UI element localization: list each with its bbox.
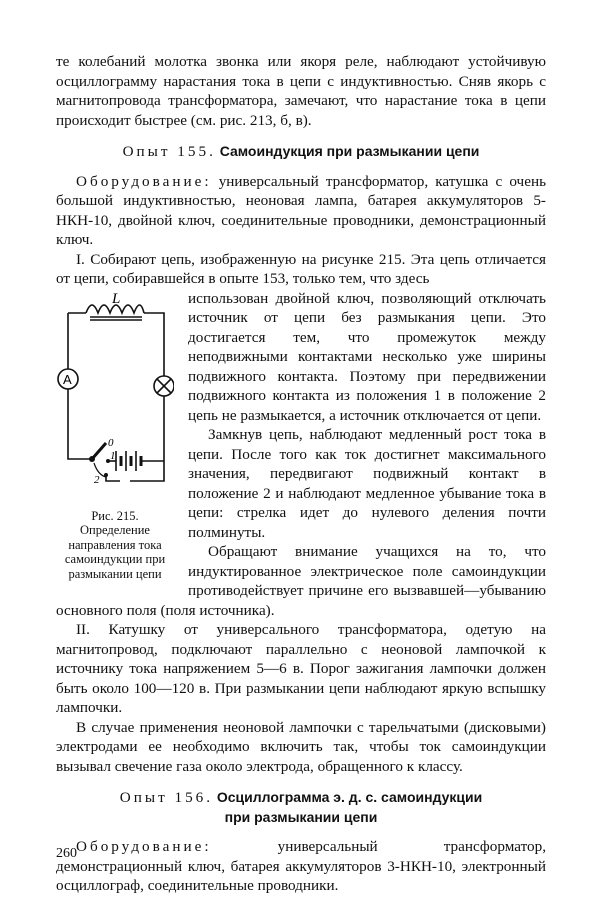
exp155-label: Опыт 155. <box>122 143 216 160</box>
exp155-part1-lead: I. Собирают цепь, изображенную на рисунке 215. Эта цепь отличается от цепи, собиравшейся в опыте 153, только тем, что здесь <box>56 250 546 287</box>
switch-lever-icon <box>92 443 106 459</box>
figure-215 <box>56 293 174 582</box>
exp155-heading <box>56 142 546 162</box>
exp155-part2: II. Катушку от универсального трансформатора, одетую на магнитопровод, подключают параллельно с неоновой лампочкой к источнику тока напряжением 5—6 в. Порог зажигания лампочки должен быть около 100—120 в. При размыкании цепи наблюдают яркую вспышку лампочки. <box>56 621 546 716</box>
exp155-para2: Замкнув цепь, наблюдают медленный рост тока в цепи. После того как ток достигнет максимального значения, передвигают подвижный контакт в положение 2 и наблюдают медленное убывание тока в цепи: стрелка идет до нулевого деления почти полминуты. <box>188 426 546 541</box>
exp156-heading <box>56 788 546 827</box>
label-1: 1 <box>110 449 116 462</box>
exp156-equipment-text: универсальный трансформатор, демонстрационный ключ, батарея аккумуляторов 3-НКН-10, электронный осциллограф, соединительные проводники. <box>56 838 546 894</box>
exp156-label: Опыт 156. <box>119 789 214 806</box>
exp155-equipment-text: универсальный трансформатор, катушка с очень большой индуктивностью, неоновая лампа, батарея аккумуляторов 5-НКН-10, двойной ключ, соединительные проводники, демонстрационный ключ. <box>56 172 546 248</box>
battery-icon <box>116 451 164 471</box>
exp155-title: Самоиндукция при размыкании цепи <box>219 143 480 159</box>
page-body <box>56 52 546 896</box>
exp156-equipment-label: Оборудование: <box>76 838 212 855</box>
exp155-para3: Обращают внимание учащихся на то, что индуктированное электрическое поле самоиндукции противодействует причине его вызвавшей—убыванию основного поля (поля источника). <box>56 543 546 619</box>
exp156-equipment <box>56 837 546 896</box>
label-L: L <box>112 292 121 307</box>
intro-paragraph: те колебаний молотка звонка или якоря реле, наблюдают устойчивую осциллограмму нарастания тока в цепи с индуктивностью. Сняв якорь с магнитопровода трансформатора, замечают, что нарастание тока в цепи происходит быстрее (см. рис. 213, б, в). <box>56 53 546 129</box>
circuit-diagram <box>56 293 174 503</box>
figure-text-block <box>56 289 546 718</box>
label-2: 2 <box>94 473 100 486</box>
exp155-para4: В случае применения неоновой лампочки с тарельчатыми (дисковыми) электродами ее необходимо включить так, чтобы ток самоиндукции вызывал свечение газа около электрода, обращенного к классу. <box>56 718 546 775</box>
label-0: 0 <box>108 436 114 449</box>
label-A: A <box>63 371 72 387</box>
exp155-equipment <box>56 172 546 250</box>
exp155-equipment-label: Оборудование: <box>76 172 212 190</box>
exp156-title-line2: при размыкании цепи <box>224 808 378 825</box>
exp155-part1-cont: использован двойной ключ, позволяющий отключать источник от цепи без размыкания цепи. Это достигается тем, что промежуток между неподвижными контактами несколько уже ширины подвижного контакта. Поэтому при передвижении подвижного контакта из положения 1 в положение 2 цепь не размыкается, а источник отключается от цепи. <box>188 289 546 424</box>
figure-caption: Рис. 215. Определение направления тока самоиндукции при размыкании цепи <box>64 508 166 581</box>
page-number: 260 <box>56 846 77 861</box>
exp156-title-line1: Осциллограмма э. д. с. самоиндукции <box>216 789 483 805</box>
